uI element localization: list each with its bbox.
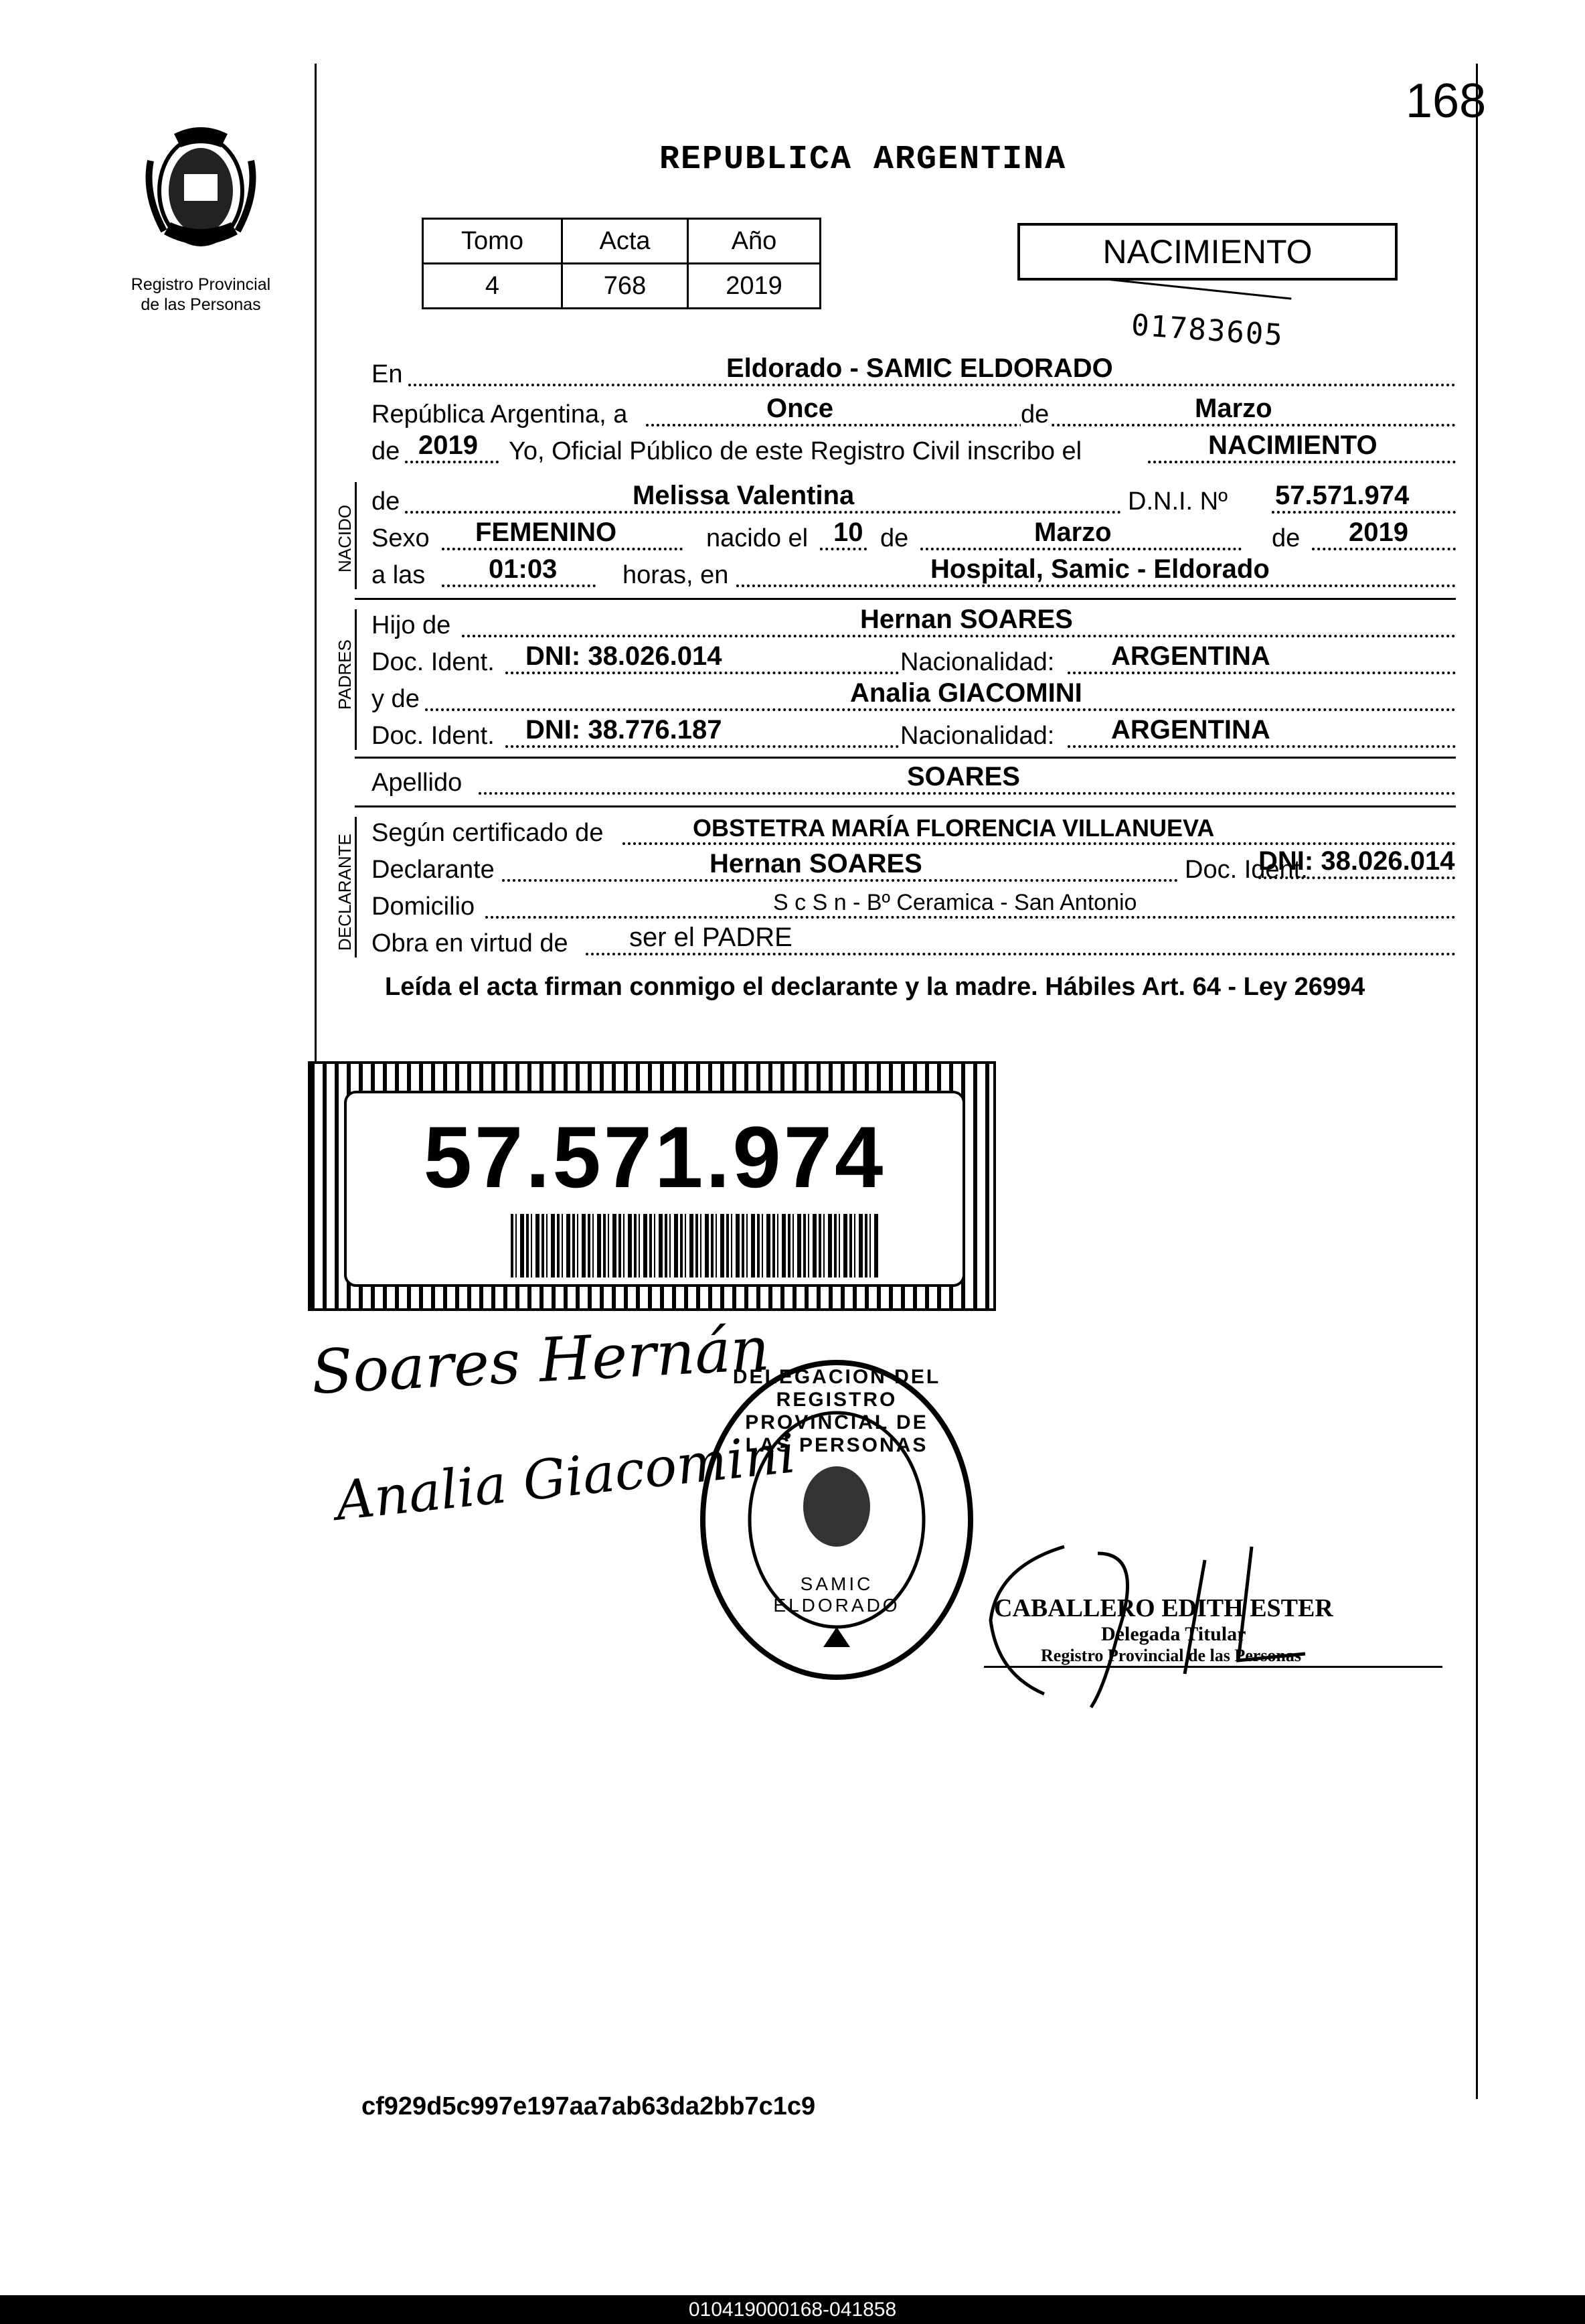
republica-label: República Argentina, a xyxy=(371,400,628,429)
row-mother-doc xyxy=(371,713,1456,753)
bottom-code-bar: 010419000168-041858 xyxy=(0,2295,1585,2324)
official-block xyxy=(984,1594,1442,1668)
address-value: S c S n - Bº Ceramica - San Antonio xyxy=(773,890,1137,915)
page-number: 168 xyxy=(1406,74,1487,128)
obra-label: Obra en virtud de xyxy=(371,929,568,957)
declarante-doc-label: Doc. Ident. xyxy=(1185,856,1308,884)
place-value: Eldorado - SAMIC ELDORADO xyxy=(726,354,1113,383)
row-sexo xyxy=(371,516,1456,556)
closing-note: Leída el acta firman conmigo el declarante y la madre. Hábiles Art. 64 - Ley 26994 xyxy=(385,973,1365,1001)
sexo-label: Sexo xyxy=(371,524,430,552)
certificate-value: OBSTETRA MARÍA FLORENCIA VILLANUEVA xyxy=(693,814,1215,842)
mother-nac-label: Nacionalidad: xyxy=(900,722,1055,750)
father-signature: Soares Hernán xyxy=(309,1314,772,1408)
reference-table xyxy=(422,218,821,309)
serial-number: 01783605 xyxy=(1130,308,1285,353)
birth-month: Marzo xyxy=(1034,518,1112,547)
hijo-label: Hijo de xyxy=(371,611,451,639)
row-nacido-name xyxy=(371,479,1456,519)
mother-name: Analia GIACOMINI xyxy=(850,678,1082,708)
father-nac-label: Nacionalidad: xyxy=(900,648,1055,676)
month-value: Marzo xyxy=(1195,394,1272,423)
row-hijo xyxy=(371,603,1456,643)
virtue-value: ser el PADRE xyxy=(629,923,792,952)
horas-label: horas, en xyxy=(622,561,729,589)
left-margin-line xyxy=(315,64,317,1068)
dni-sticker-inner xyxy=(344,1091,965,1287)
father-name: Hernan SOARES xyxy=(860,605,1073,634)
barcode xyxy=(511,1214,879,1277)
oficial-text: Yo, Oficial Público de este Registro Civil inscribo el xyxy=(509,437,1082,465)
declarante-section-label: DECLARANTE xyxy=(335,834,355,951)
year-value: 2019 xyxy=(418,431,478,460)
act-type-value: NACIMIENTO xyxy=(1208,431,1378,460)
child-name: Melissa Valentina xyxy=(633,481,855,510)
mother-doc: DNI: 38.776.187 xyxy=(525,715,722,745)
stamp-outer-text: DELEGACION DEL REGISTRO PROVINCIAL DE LAS PERSONAS xyxy=(732,1366,941,1456)
row-hora xyxy=(371,552,1456,593)
row-republica xyxy=(371,392,1456,432)
birth-time: 01:03 xyxy=(489,554,558,584)
row-ymadre xyxy=(371,676,1456,716)
birth-year: 2019 xyxy=(1349,518,1408,547)
official-org: Registro Provincial de las Personas xyxy=(984,1646,1442,1668)
yde-label: y de xyxy=(371,685,420,713)
apellido-label: Apellido xyxy=(371,769,463,797)
separator-nacido xyxy=(355,598,1456,600)
tomo-header: Tomo xyxy=(423,219,562,264)
row-apellido xyxy=(371,760,1456,800)
registry-caption xyxy=(100,275,301,315)
official-title: Delegada Titular xyxy=(1101,1623,1246,1645)
child-dni: 57.571.974 xyxy=(1275,481,1410,510)
birth-de-label-2: de xyxy=(1272,524,1301,552)
serial-stroke xyxy=(1105,278,1292,299)
apellido-value: SOARES xyxy=(907,762,1020,791)
row-obra xyxy=(371,921,1456,961)
nacido-section-label: NACIDO xyxy=(335,504,355,572)
mother-nationality: ARGENTINA xyxy=(1111,715,1270,745)
father-nationality: ARGENTINA xyxy=(1111,641,1270,671)
mother-signature: Analia Giacomini xyxy=(333,1422,799,1533)
cert-label: Según certificado de xyxy=(371,819,604,847)
declarante-doc: DNI: 38.026.014 xyxy=(1258,846,1455,879)
declarante-name: Hernan SOARES xyxy=(710,849,922,878)
dni-sticker xyxy=(308,1061,996,1311)
sexo-value: FEMENINO xyxy=(475,518,617,547)
row-oficial xyxy=(371,429,1456,469)
tomo-value: 4 xyxy=(423,264,562,309)
row-domicilio xyxy=(371,884,1456,924)
en-label: En xyxy=(371,360,403,388)
dni-sticker-number: 57.571.974 xyxy=(423,1108,886,1206)
nacido-el-label: nacido el xyxy=(706,524,809,552)
acta-header: Acta xyxy=(562,219,688,264)
birth-de-label: de xyxy=(880,524,909,552)
birth-day: 10 xyxy=(833,518,863,547)
caption-line-1: Registro Provincial xyxy=(131,275,271,294)
declarante-label: Declarante xyxy=(371,856,495,884)
de-year-label: de xyxy=(371,437,400,465)
birth-place: Hospital, Samic - Eldorado xyxy=(930,554,1270,584)
row-certificado xyxy=(371,810,1456,850)
right-margin-line xyxy=(1476,64,1478,2099)
de-label: de xyxy=(1021,400,1050,429)
separator-apellido xyxy=(355,805,1456,807)
row-declarante xyxy=(371,847,1456,887)
dni-label: D.N.I. Nº xyxy=(1128,487,1228,516)
mother-doc-label: Doc. Ident. xyxy=(371,722,495,750)
nacido-de-label: de xyxy=(371,487,400,516)
alas-label: a las xyxy=(371,561,426,589)
padres-section-label: PADRES xyxy=(335,639,355,710)
document-type-box: NACIMIENTO xyxy=(1017,223,1398,281)
province-seal-logo xyxy=(137,121,264,254)
stamp-inner-text: SAMIC ELDORADO xyxy=(773,1573,900,1616)
document-title: REPUBLICA ARGENTINA xyxy=(659,141,1067,179)
caption-line-2: de las Personas xyxy=(141,295,261,314)
day-value: Once xyxy=(766,394,834,423)
delegation-stamp xyxy=(696,1352,977,1687)
document-hash: cf929d5c997e197aa7ab63da2bb7c1c9 xyxy=(361,2092,816,2120)
acta-value: 768 xyxy=(562,264,688,309)
father-doc-label: Doc. Ident. xyxy=(371,648,495,676)
father-doc: DNI: 38.026.014 xyxy=(525,641,722,671)
row-father-doc xyxy=(371,639,1456,680)
anio-value: 2019 xyxy=(688,264,821,309)
official-name: CABALLERO EDITH ESTER xyxy=(994,1594,1333,1622)
anio-header: Año xyxy=(688,219,821,264)
separator-padres xyxy=(355,757,1456,759)
row-en xyxy=(371,352,1456,392)
domicilio-label: Domicilio xyxy=(371,893,475,921)
